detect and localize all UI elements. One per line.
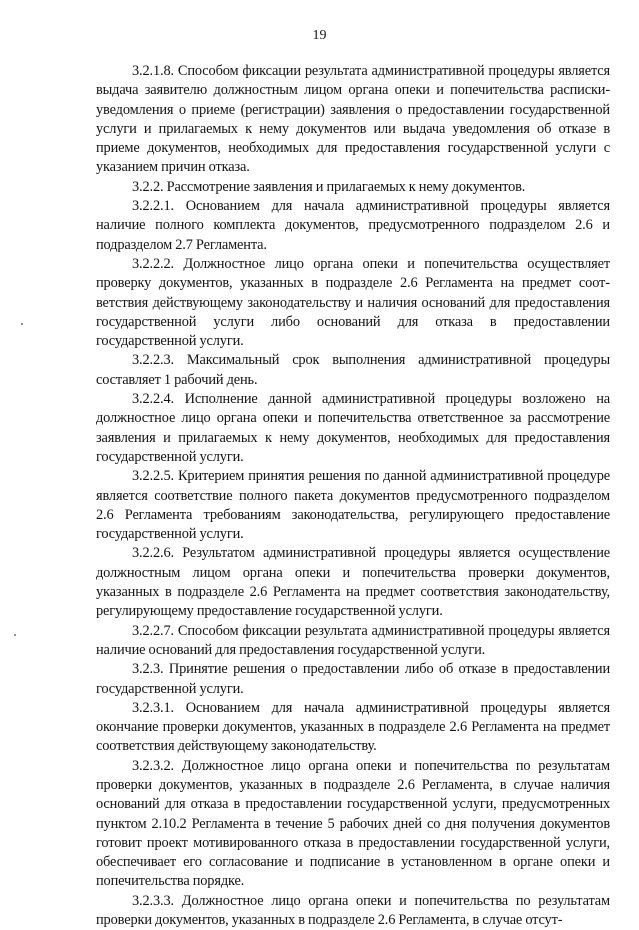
paragraph-3-2-2-3: 3.2.2.3. Максимальный срок выполнения административной процедуры составляет 1 рабочий день. xyxy=(96,352,610,388)
paragraph-3-2-2-4: 3.2.2.4. Исполнение данной административной процедуры возложено на должностное лицо органа опеки и попечительства ответственное за рассмотрение заявления и прилагаемых к нему документов, необходимых для предоставления государственной услуги. xyxy=(96,391,610,465)
paragraph-3-2-3-1: 3.2.3.1. Основанием для начала административной процедуры является окончание проверки документов, указанных в подразделе 2.6 Регламента на предмет соответствия действующему законодательству. xyxy=(96,699,610,755)
paragraph-3-2-2: 3.2.2. Рассмотрение заявления и прилагаемых к нему документов. xyxy=(132,178,526,195)
paragraph-3-2-2-2: 3.2.2.2. Должностное лицо органа опеки и попечительства осуществляет проверку документов, указанных в подразделе 2.6 Регламента на предмет соответствия действующему законодательству и наличия оснований для предоставления государственной услуги либо оснований для отказа в предоставлении государственной услуги. xyxy=(96,255,610,350)
paragraph-3-2-2-7: 3.2.2.7. Способом фиксации результата административной процедуры является наличие оснований для предоставления государственной услуги. xyxy=(96,622,610,658)
document-body xyxy=(96,62,610,930)
paragraph-3-2-2-1: 3.2.2.1. Основанием для начала административной процедуры является наличие полного комплекта документов, предусмотренного подразделом 2.6 и подразделом 2.7 Регламента. xyxy=(96,198,610,253)
paragraph-3-2-1-8: 3.2.1.8. Способом фиксации результата административной процедуры является выдача заявителю должностным лицом органа опеки и попечительства расписки-уведомления о приеме (регистрации) заявления о предоставлении государственной услуги и прилагаемых к нему документов или выдача уведомления об отказе в приеме документов, необходимых для предоставления государственной услуги с указанием причин отказа. xyxy=(96,63,610,176)
paragraph-3-2-2-5: 3.2.2.5. Критерием принятия решения по данной административной процедуре является соответствие полного пакета документов предусмотренного подразделом 2.6 Регламента требованиям законодательства, регулирующего предоставление государственной услуги. xyxy=(96,468,610,543)
paragraph-3-2-3-2: 3.2.3.2. Должностное лицо органа опеки и попечительства по результатам проверки документов, указанных в подразделе 2.6 Регламента, в случае наличия оснований для отказа в предоставлении государственной услуги, предусмотренных пунктом 2.10.2 Регламента в течение 5 рабочих дней со дня получения документов готовит проект мотивированного отказа в предоставлении государственной услуги, обеспечивает его согласование и подписание в установленном в органе опеки и попечительства порядке. xyxy=(96,757,610,890)
paragraph-3-2-2-6: 3.2.2.6. Результатом административной процедуры является осуществление должностным лицом органа опеки и попечительства проверки документов, указанных в подразделе 2.6 Регламента на предмет соответствия законодательству, регулирующему предоставление государственной услуги. xyxy=(96,545,610,620)
scan-speck xyxy=(14,634,16,636)
scan-speck xyxy=(21,323,23,325)
paragraph-3-2-3-3: 3.2.3.3. Должностное лицо органа опеки и попечительства по результатам проверки документов, указанных в подразделе 2.6 Регламента, в случае отсут- xyxy=(96,892,610,929)
page-number: 19 xyxy=(312,28,327,43)
paragraph-3-2-3: 3.2.3. Принятие решения о предоставлении либо об отказе в предоставлении государственной услуги. xyxy=(96,661,610,697)
